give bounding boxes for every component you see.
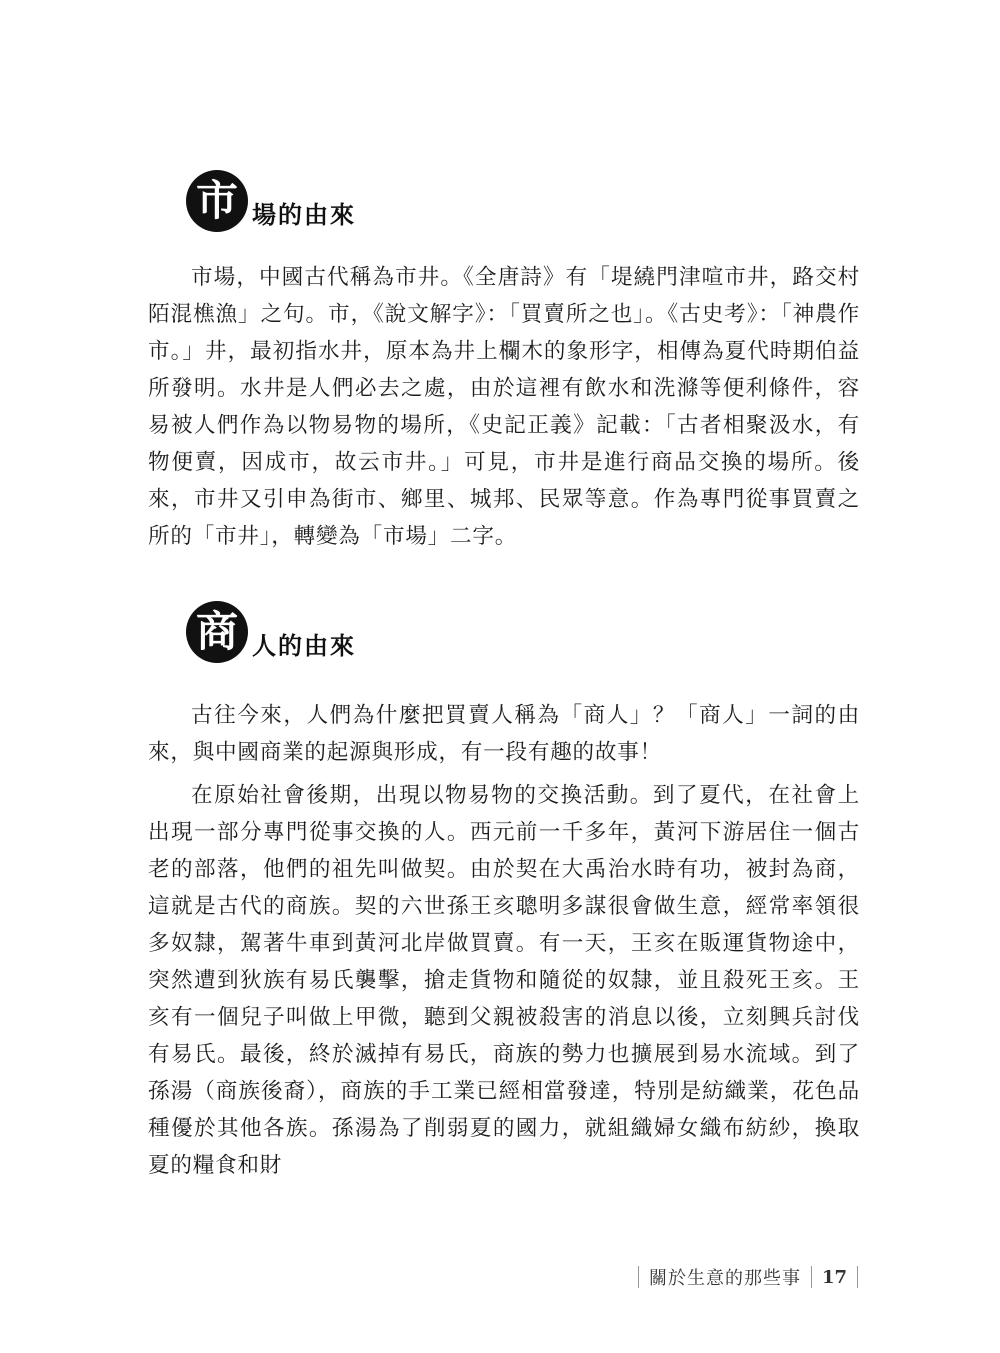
footer-divider bbox=[857, 1266, 858, 1288]
heading-badge-merchant: 商 bbox=[186, 601, 248, 663]
heading-text-market: 場的由來 bbox=[252, 200, 356, 229]
footer-divider bbox=[811, 1266, 812, 1288]
section-body-market bbox=[148, 259, 860, 555]
heading-badge-market: 市 bbox=[186, 170, 248, 232]
section-heading-merchant bbox=[186, 597, 356, 663]
section-heading-market bbox=[186, 166, 356, 232]
page-footer bbox=[638, 1263, 858, 1291]
heading-text-merchant: 人的由來 bbox=[252, 631, 356, 660]
page-number: 17 bbox=[822, 1266, 848, 1288]
footer-book-title: 關於生意的那些事 bbox=[649, 1268, 801, 1289]
section-body-merchant bbox=[148, 697, 860, 1184]
footer-divider bbox=[638, 1266, 639, 1288]
paragraph: 市場，中國古代稱為市井。《全唐詩》有「堤繞門津喧市井，路交村陌混樵漁」之句。市，《說文解字》：「買賣所之也」。《古史考》：「神農作市。」井，最初指水井，原本為井上欄木的象形字，相傳為夏代時期伯益所發明。水井是人們必去之處，由於這裡有飲水和洗滌等便利條件，容易被人們作為以物易物的場所，《史記正義》記載：「古者相聚汲水，有物便賣，因成市，故云市井。」可見，市井是進行商品交換的場所。後來，市井又引申為街市、鄉里、城邦、民眾等意。作為專門從事買賣之所的「市井」，轉變為「市場」二字。 bbox=[148, 265, 860, 549]
paragraph: 在原始社會後期，出現以物易物的交換活動。到了夏代，在社會上出現一部分專門從事交換的人。西元前一千多年，黃河下游居住一個古老的部落，他們的祖先叫做契。由於契在大禹治水時有功，被封為商，這就是古代的商族。契的六世孫王亥聰明多謀很會做生意，經常率領很多奴隸，駕著牛車到黃河北岸做買賣。有一天，王亥在販運貨物途中，突然遭到狄族有易氏襲擊，搶走貨物和隨從的奴隸，並且殺死王亥。王亥有一個兒子叫做上甲微，聽到父親被殺害的消息以後，立刻興兵討伐有易氏。最後，終於滅掉有易氏，商族的勢力也擴展到易水流域。到了孫湯（商族後裔），商族的手工業已經相當發達，特別是紡織業，花色品種優於其他各族。孫湯為了削弱夏的國力，就組織婦女織布紡紗，換取夏的糧食和財 bbox=[148, 783, 860, 1178]
paragraph: 古往今來，人們為什麼把買賣人稱為「商人」？「商人」一詞的由來，與中國商業的起源與形成，有一段有趣的故事！ bbox=[148, 703, 860, 765]
